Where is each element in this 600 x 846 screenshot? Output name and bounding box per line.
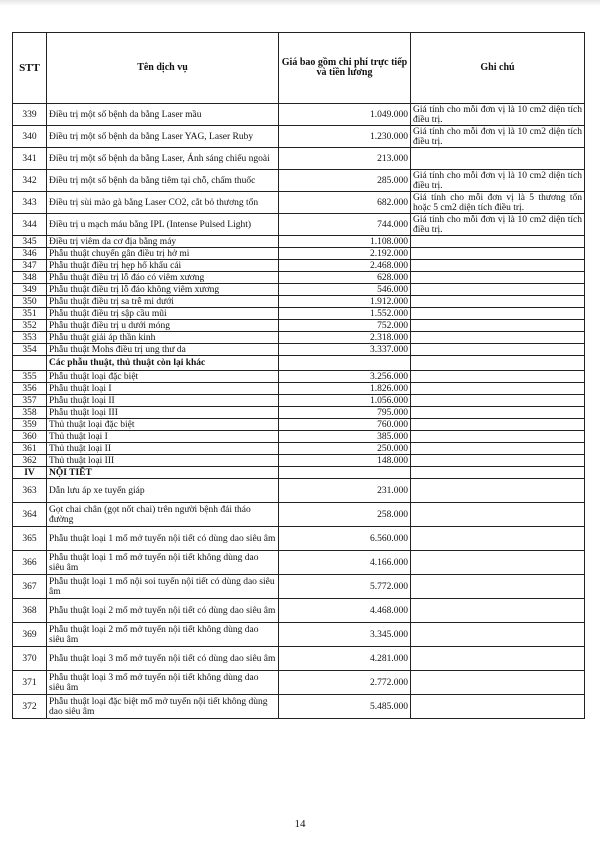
row-stt: 354 <box>13 344 47 356</box>
row-stt: 372 <box>13 695 47 719</box>
row-note <box>411 695 585 719</box>
row-service-name: Phẫu thuật điều trị lỗ đáo có viêm xương <box>47 272 279 284</box>
row-stt: 341 <box>13 148 47 170</box>
table-row <box>13 527 585 551</box>
row-price: 231.000 <box>279 479 411 503</box>
row-stt: 346 <box>13 248 47 260</box>
row-stt: 345 <box>13 236 47 248</box>
row-stt: 367 <box>13 575 47 599</box>
row-service-name: Phẫu thuật loại đặc biệt mổ mở tuyến nội tiết không dùng dao siêu âm <box>47 695 279 719</box>
row-stt: 369 <box>13 623 47 647</box>
section-row <box>13 356 585 371</box>
row-price: 682.000 <box>279 192 411 214</box>
row-note <box>411 383 585 395</box>
row-note <box>411 623 585 647</box>
price-table-sheet <box>12 32 584 719</box>
row-price: 213.000 <box>279 148 411 170</box>
table-row <box>13 623 585 647</box>
row-service-name: Phẫu thuật điều trị sập cầu mũi <box>47 308 279 320</box>
row-stt: 340 <box>13 126 47 148</box>
row-service-name: Phẫu thuật loại I <box>47 383 279 395</box>
row-note <box>411 148 585 170</box>
table-row <box>13 344 585 356</box>
row-price: 6.560.000 <box>279 527 411 551</box>
table-row <box>13 308 585 320</box>
table-row <box>13 272 585 284</box>
row-stt: 364 <box>13 503 47 527</box>
row-note <box>411 308 585 320</box>
row-price: 1.049.000 <box>279 104 411 126</box>
row-price: 752.000 <box>279 320 411 332</box>
row-note <box>411 419 585 431</box>
row-price: 385.000 <box>279 431 411 443</box>
row-note: Giá tính cho mỗi đơn vị là 10 cm2 diện tích điều trị. <box>411 170 585 192</box>
row-price: 2.318.000 <box>279 332 411 344</box>
row-note <box>411 431 585 443</box>
row-service-name: Phẫu thuật Mohs điều trị ung thư da <box>47 344 279 356</box>
table-row <box>13 284 585 296</box>
row-service-name: Điều trị sùi mào gà bằng Laser CO2, cắt bỏ thương tổn <box>47 192 279 214</box>
row-price: 3.337.000 <box>279 344 411 356</box>
row-service-name: NỘI TIẾT <box>47 467 279 479</box>
table-row <box>13 419 585 431</box>
table-row <box>13 320 585 332</box>
table-row <box>13 551 585 575</box>
table-row <box>13 503 585 527</box>
row-stt: 347 <box>13 260 47 272</box>
row-price <box>279 356 411 371</box>
table-row <box>13 126 585 148</box>
header-price: Giá bao gồm chi phí trực tiếp và tiền lương <box>279 33 411 104</box>
row-stt: 365 <box>13 527 47 551</box>
row-price: 4.166.000 <box>279 551 411 575</box>
row-price: 258.000 <box>279 503 411 527</box>
row-note <box>411 371 585 383</box>
table-row <box>13 575 585 599</box>
row-note: Giá tính cho mỗi đơn vị là 10 cm2 diện tích điều trị. <box>411 104 585 126</box>
row-service-name: Phẫu thuật điều trị hẹp hố khẩu cái <box>47 260 279 272</box>
row-service-name: Các phẫu thuật, thủ thuật còn lại khác <box>47 356 279 371</box>
row-stt: 351 <box>13 308 47 320</box>
row-note <box>411 647 585 671</box>
row-note <box>411 395 585 407</box>
row-stt: 352 <box>13 320 47 332</box>
row-note <box>411 455 585 467</box>
row-service-name: Phẫu thuật loại 3 mổ mở tuyến nội tiết không dùng dao siêu âm <box>47 671 279 695</box>
row-stt: 363 <box>13 479 47 503</box>
row-stt: 342 <box>13 170 47 192</box>
row-service-name: Dẫn lưu áp xe tuyến giáp <box>47 479 279 503</box>
table-row <box>13 455 585 467</box>
row-service-name: Phẫu thuật điều trị lỗ đáo không viêm xương <box>47 284 279 296</box>
row-note <box>411 356 585 371</box>
row-stt: 366 <box>13 551 47 575</box>
row-stt: 339 <box>13 104 47 126</box>
row-price: 3.345.000 <box>279 623 411 647</box>
table-row <box>13 296 585 308</box>
row-price: 795.000 <box>279 407 411 419</box>
row-stt: 344 <box>13 214 47 236</box>
row-note: Giá tính cho mỗi đơn vị là 10 cm2 diện tích điều trị. <box>411 214 585 236</box>
row-service-name: Phẫu thuật loại 2 mổ mở tuyến nội tiết không dùng dao siêu âm <box>47 623 279 647</box>
row-stt: 368 <box>13 599 47 623</box>
row-service-name: Điều trị viêm da cơ địa bằng máy <box>47 236 279 248</box>
row-service-name: Phẫu thuật loại III <box>47 407 279 419</box>
table-row <box>13 383 585 395</box>
row-stt: 355 <box>13 371 47 383</box>
row-price: 2.772.000 <box>279 671 411 695</box>
row-service-name: Phẫu thuật giải áp thần kinh <box>47 332 279 344</box>
row-price: 5.485.000 <box>279 695 411 719</box>
row-note <box>411 332 585 344</box>
row-service-name: Phẫu thuật loại 1 mổ nội soi tuyến nội tiết có dùng dao siêu âm <box>47 575 279 599</box>
row-note <box>411 284 585 296</box>
row-stt: 370 <box>13 647 47 671</box>
row-price: 4.281.000 <box>279 647 411 671</box>
row-price: 1.826.000 <box>279 383 411 395</box>
row-service-name: Điều trị một số bệnh da bằng Laser, Ánh sáng chiếu ngoài <box>47 148 279 170</box>
row-note <box>411 467 585 479</box>
row-note <box>411 272 585 284</box>
row-note: Giá tính cho mỗi đơn vị là 5 thương tổn hoặc 5 cm2 diện tích điều trị. <box>411 192 585 214</box>
row-stt: 361 <box>13 443 47 455</box>
row-note <box>411 551 585 575</box>
row-price: 744.000 <box>279 214 411 236</box>
row-stt: 359 <box>13 419 47 431</box>
row-price: 4.468.000 <box>279 599 411 623</box>
table-row <box>13 599 585 623</box>
row-stt: 362 <box>13 455 47 467</box>
table-row <box>13 443 585 455</box>
table-row <box>13 332 585 344</box>
row-service-name: Phẫu thuật loại II <box>47 395 279 407</box>
table-row <box>13 371 585 383</box>
table-row <box>13 671 585 695</box>
row-note <box>411 248 585 260</box>
page-number: 14 <box>294 818 306 830</box>
row-service-name: Phẫu thuật chuyển gân điều trị hở mi <box>47 248 279 260</box>
row-note <box>411 443 585 455</box>
row-price: 546.000 <box>279 284 411 296</box>
row-note <box>411 527 585 551</box>
row-note <box>411 296 585 308</box>
row-stt: IV <box>13 467 47 479</box>
row-note <box>411 599 585 623</box>
header-note: Ghi chú <box>411 33 585 104</box>
row-service-name: Gọt chai chân (gọt nốt chai) trên người bệnh đái tháo đường <box>47 503 279 527</box>
table-row <box>13 170 585 192</box>
table-row <box>13 479 585 503</box>
row-service-name: Điều trị một số bệnh da bằng tiêm tại chỗ, chấm thuốc <box>47 170 279 192</box>
row-service-name: Thủ thuật loại III <box>47 455 279 467</box>
row-note <box>411 479 585 503</box>
row-stt: 349 <box>13 284 47 296</box>
row-price: 1.552.000 <box>279 308 411 320</box>
table-row <box>13 695 585 719</box>
row-service-name: Phẫu thuật loại 3 mổ mở tuyến nội tiết có dùng dao siêu âm <box>47 647 279 671</box>
row-stt: 357 <box>13 395 47 407</box>
row-note <box>411 236 585 248</box>
row-price: 2.192.000 <box>279 248 411 260</box>
row-price <box>279 467 411 479</box>
table-row <box>13 236 585 248</box>
row-price: 760.000 <box>279 419 411 431</box>
table-row <box>13 395 585 407</box>
row-price: 1.108.000 <box>279 236 411 248</box>
row-note <box>411 575 585 599</box>
table-row <box>13 431 585 443</box>
row-note <box>411 320 585 332</box>
row-stt: 356 <box>13 383 47 395</box>
row-price: 285.000 <box>279 170 411 192</box>
row-stt: 360 <box>13 431 47 443</box>
row-service-name: Điều trị một số bệnh da bằng Laser YAG, Laser Ruby <box>47 126 279 148</box>
row-service-name: Phẫu thuật loại đặc biệt <box>47 371 279 383</box>
table-row <box>13 148 585 170</box>
row-service-name: Điều trị u mạch máu bằng IPL (Intense Pulsed Light) <box>47 214 279 236</box>
row-price: 5.772.000 <box>279 575 411 599</box>
row-service-name: Phẫu thuật loại 1 mổ mở tuyến nội tiết có dùng dao siêu âm <box>47 527 279 551</box>
row-service-name: Thủ thuật loại I <box>47 431 279 443</box>
row-note <box>411 671 585 695</box>
row-price: 1.230.000 <box>279 126 411 148</box>
table-row <box>13 407 585 419</box>
row-price: 3.256.000 <box>279 371 411 383</box>
header-service-name: Tên dịch vụ <box>47 33 279 104</box>
row-service-name: Điều trị một số bệnh da bằng Laser mầu <box>47 104 279 126</box>
row-price: 148.000 <box>279 455 411 467</box>
row-service-name: Thủ thuật loại đặc biệt <box>47 419 279 431</box>
row-service-name: Phẫu thuật điều trị u dưới móng <box>47 320 279 332</box>
table-row <box>13 214 585 236</box>
table-row <box>13 104 585 126</box>
row-price: 250.000 <box>279 443 411 455</box>
scan-edge <box>0 0 600 6</box>
row-stt: 358 <box>13 407 47 419</box>
table-header-row <box>13 33 585 104</box>
header-stt: STT <box>13 33 47 104</box>
table-row <box>13 260 585 272</box>
row-stt <box>13 356 47 371</box>
table-row <box>13 647 585 671</box>
row-service-name: Thủ thuật loại II <box>47 443 279 455</box>
row-price: 1.912.000 <box>279 296 411 308</box>
row-service-name: Phẫu thuật loại 1 mổ mở tuyến nội tiết không dùng dao siêu âm <box>47 551 279 575</box>
row-note <box>411 344 585 356</box>
section-row <box>13 467 585 479</box>
row-note <box>411 260 585 272</box>
row-price: 1.056.000 <box>279 395 411 407</box>
table-row <box>13 192 585 214</box>
row-stt: 348 <box>13 272 47 284</box>
row-stt: 371 <box>13 671 47 695</box>
row-price: 2.468.000 <box>279 260 411 272</box>
row-note <box>411 503 585 527</box>
table-body <box>13 104 585 719</box>
row-stt: 350 <box>13 296 47 308</box>
row-service-name: Phẫu thuật điều trị sa trễ mi dưới <box>47 296 279 308</box>
row-stt: 353 <box>13 332 47 344</box>
row-note <box>411 407 585 419</box>
row-note: Giá tính cho mỗi đơn vị là 10 cm2 diện tích điều trị. <box>411 126 585 148</box>
row-service-name: Phẫu thuật loại 2 mổ mở tuyến nội tiết có dùng dao siêu âm <box>47 599 279 623</box>
service-price-table <box>12 32 585 719</box>
table-row <box>13 248 585 260</box>
row-stt: 343 <box>13 192 47 214</box>
row-price: 628.000 <box>279 272 411 284</box>
